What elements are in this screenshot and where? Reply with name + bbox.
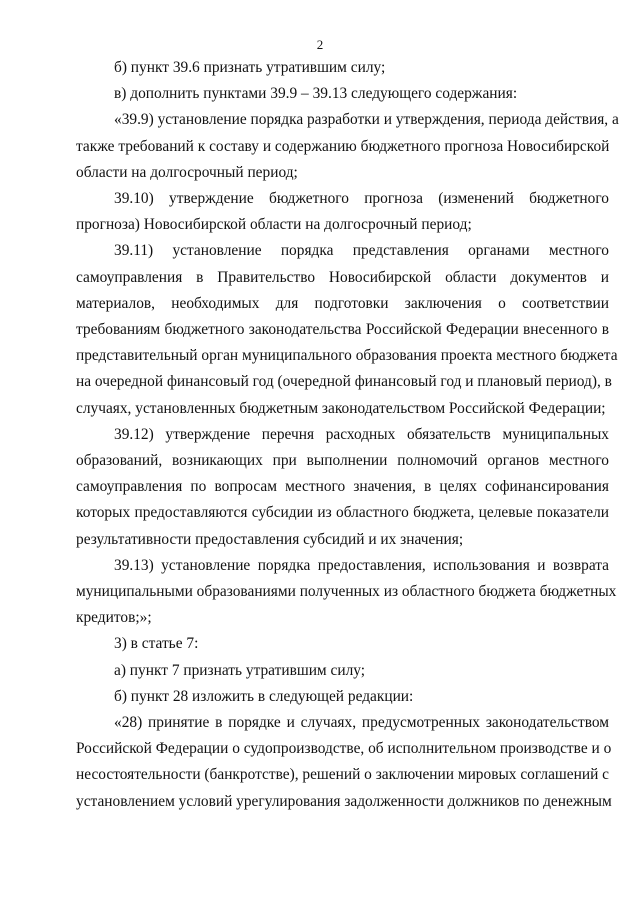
text-line: б) пункт 28 изложить в следующей редакции: xyxy=(114,687,414,705)
text-line: представительный орган муниципального образования проекта местного бюджета xyxy=(76,347,618,365)
text-line: требованиям бюджетного законодательства Российской Федерации внесенного в xyxy=(76,321,609,339)
text-line: области на долгосрочный период; xyxy=(76,163,298,181)
document-body xyxy=(76,55,619,815)
text-line: б) пункт 39.6 признать утратившим силу; xyxy=(114,59,386,76)
text-line: материалов, необходимых для подготовки заключения о соответствии xyxy=(76,294,609,312)
text-line: кредитов;»; xyxy=(76,609,152,627)
text-line: «39.9) установление порядка разработки и утверждения, периода действия, а xyxy=(114,111,619,129)
text-line: Российской Федерации о судопроизводстве, об исполнительном производстве и о xyxy=(76,740,612,758)
text-line: а) пункт 7 признать утратившим силу; xyxy=(114,661,366,679)
text-line: 39.10) утверждение бюджетного прогноза (изменений бюджетного xyxy=(114,190,609,208)
text-line: также требований к составу и содержанию бюджетного прогноза Новосибирской xyxy=(76,137,610,155)
text-line: муниципальными образованиями полученных из областного бюджета бюджетных xyxy=(76,583,617,601)
text-line: в) дополнить пунктами 39.9 – 39.13 следующего содержания: xyxy=(114,85,518,103)
text-line: прогноза) Новосибирской области на долгосрочный период; xyxy=(76,216,472,234)
text-line: «28) принятие в порядке и случаях, предусмотренных законодательством xyxy=(114,714,609,732)
text-line: случаях, установленных бюджетным законодательством Российской Федерации; xyxy=(76,399,606,417)
text-line: установлением условий урегулирования задолженности должников по денежным xyxy=(76,792,612,810)
text-line: на очередной финансовый год (очередной финансовый год и плановый период), в xyxy=(76,373,612,391)
text-line: 39.13) установление порядка предоставления, использования и возврата xyxy=(114,556,609,574)
text-line: самоуправления по вопросам местного значения, в целях софинансирования xyxy=(76,478,609,496)
text-line: образований, возникающих при выполнении полномочий органов местного xyxy=(76,452,609,470)
text-line: 39.11) установление порядка представления органами местного xyxy=(114,242,609,260)
text-line: которых предоставляются субсидии из областного бюджета, целевые показатели xyxy=(76,504,609,522)
text-line: результативности предоставления субсидий и их значения; xyxy=(76,530,464,548)
text-line: самоуправления в Правительство Новосибирской области документов и xyxy=(76,268,609,286)
page-number: 2 xyxy=(316,37,324,52)
text-line: 39.12) утверждение перечня расходных обязательств муниципальных xyxy=(114,425,609,443)
text-line: 3) в статье 7: xyxy=(114,635,199,653)
text-line: несостоятельности (банкротстве), решений о заключении мировых соглашений с xyxy=(76,766,609,784)
